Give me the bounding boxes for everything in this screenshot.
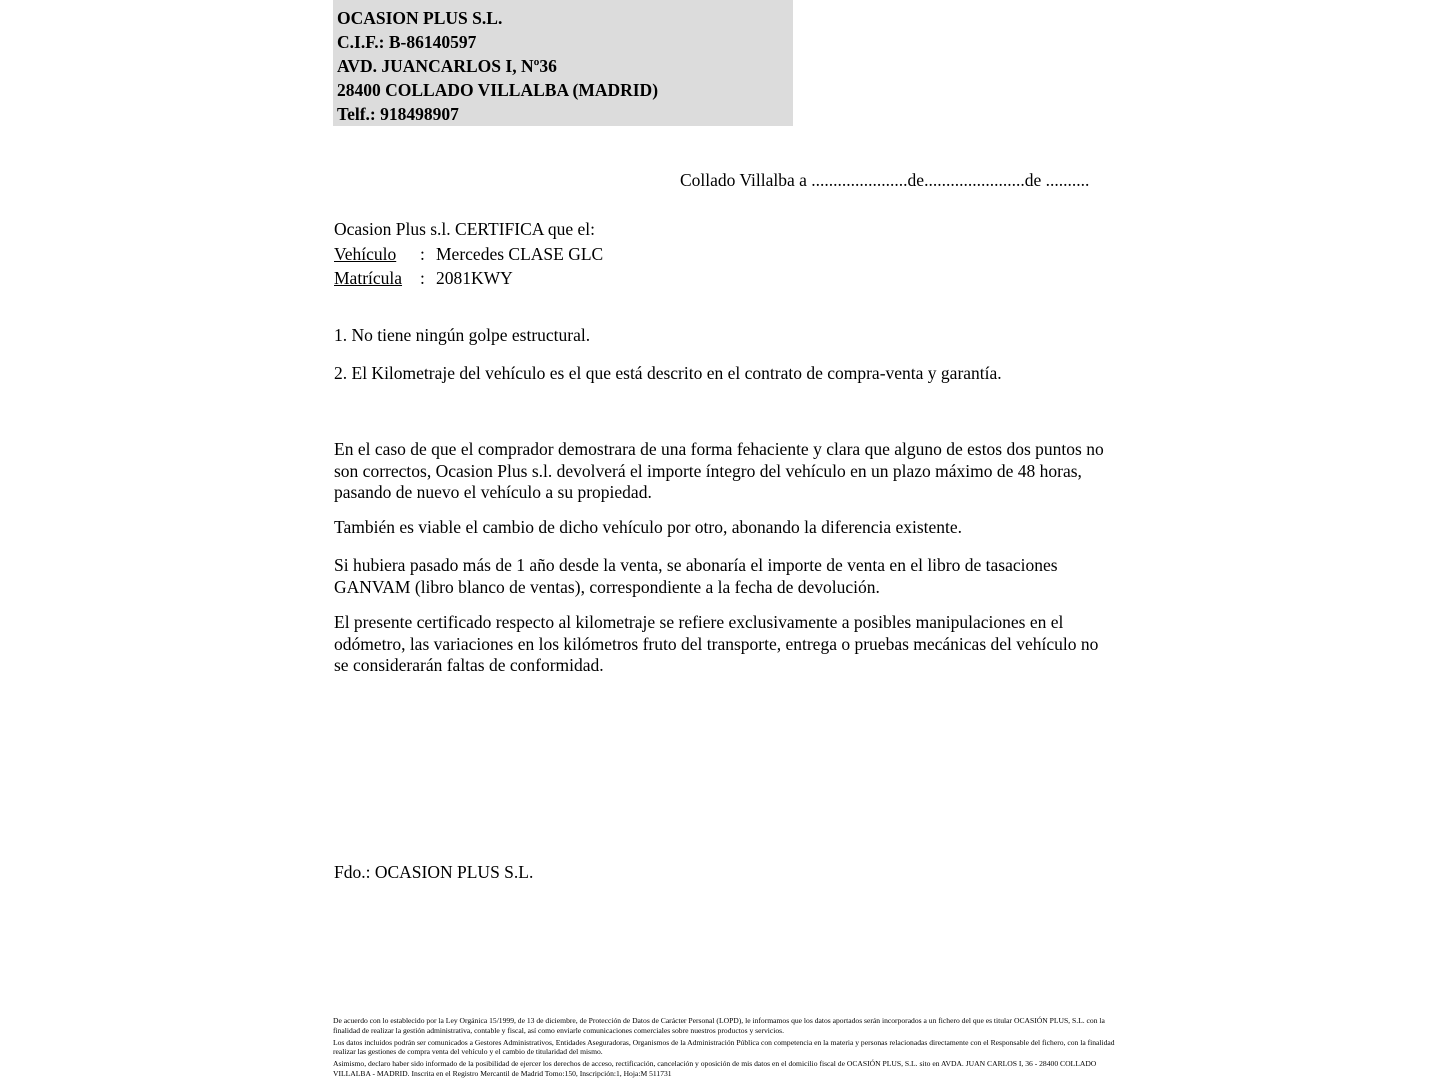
company-header-block [333, 0, 793, 126]
statement-item-2: 2. El Kilometraje del vehículo es el que está descrito en el contrato de compra-venta y garantía. [334, 363, 1002, 383]
field-vehiculo-separator: : [420, 243, 425, 264]
field-matricula-separator: : [420, 268, 425, 288]
field-vehiculo-value: Mercedes CLASE GLC [436, 243, 604, 264]
legal-footer [333, 1016, 1123, 1081]
legal-footer-paragraph-1: De acuerdo con lo establecido por la Ley Orgánica 15/1999, de 13 de diciembre, de Protección de Datos de Carácter Personal (LOPD), le informamos que los datos aportados serán incorporados a un fichero del que es titular OCASIÓN PLUS, S.L. con la finalidad de realizar la gestión administrativa, contable y fiscal, así como enviarle comunicaciones comerciales sobre nuestros productos y servicios. [333, 1016, 1105, 1035]
company-address-city: 28400 COLLADO VILLALBA (MADRID) [337, 80, 659, 100]
body-paragraph-4: El presente certificado respecto al kilometraje se refiere exclusivamente a posibles manipulaciones en el odómetro, las variaciones en los kilómetros fruto del transporte, entrega o pruebas mecánicas del vehículo no se considerarán faltas de conformidad. [334, 612, 1099, 675]
certifies-intro: Ocasion Plus s.l. CERTIFICA que el: [334, 219, 595, 239]
legal-footer-paragraph-2: Los datos incluidos podrán ser comunicados a Gestores Administrativos, Entidades Aseguradoras, Organismos de la Administración Pública con competencia en la materia y personas relacionadas directamente con el Responsable del fichero, con la finalidad realizar las gestiones de compra venta del vehículo y el cambio de titularidad del mismo. [333, 1037, 1115, 1057]
company-phone: Telf.: 918498907 [337, 104, 459, 124]
body-paragraph-1: En el caso de que el comprador demostrara de una forma fehaciente y clara que alguno de estos dos puntos no son correctos, Ocasion Plus s.l. devolverá el importe íntegro del vehículo en un plazo máximo de 48 horas, pasando de nuevo el vehículo a su propiedad. [334, 439, 1104, 502]
signature-line: Fdo.: OCASION PLUS S.L. [334, 862, 534, 882]
company-name: OCASION PLUS S.L. [337, 8, 503, 28]
certification-block [334, 217, 603, 291]
place-date-line: Collado Villalba a ......................de.......................de .......... [680, 170, 1090, 190]
field-matricula-value: 2081KWY [436, 268, 513, 288]
legal-footer-paragraph-3: Asimismo, declaro haber sido informado de la posibilidad de ejercer los derechos de acceso, rectificación, cancelación y oposición de mis datos en el domicilio fiscal de OCASIÓN PLUS, S.L. sito en AVDA. JUAN CARLOS I, 36 - 28400 COLLADO VILLALBA - MADRID. Inscrita en el Registro Mercantil de Madrid Tomo:150, Inscripción:1, Hoja:M 511731 [333, 1059, 1097, 1078]
body-paragraph-3: Si hubiera pasado más de 1 año desde la venta, se abonaría el importe de venta en el libro de tasaciones GANVAM (libro blanco de ventas), correspondiente a la fecha de devolución. [334, 555, 1058, 597]
field-vehiculo-label: Vehículo [334, 243, 397, 264]
company-cif: C.I.F.: B-86140597 [337, 32, 477, 52]
field-matricula-label: Matrícula [334, 268, 403, 288]
field-vehiculo [334, 242, 603, 267]
statement-item-1: 1. No tiene ningún golpe estructural. [334, 325, 591, 345]
company-address-street: AVD. JUANCARLOS I, Nº36 [337, 56, 557, 76]
body-paragraph-2: También es viable el cambio de dicho vehículo por otro, abonando la diferencia existente. [334, 517, 963, 537]
field-matricula [334, 266, 603, 291]
